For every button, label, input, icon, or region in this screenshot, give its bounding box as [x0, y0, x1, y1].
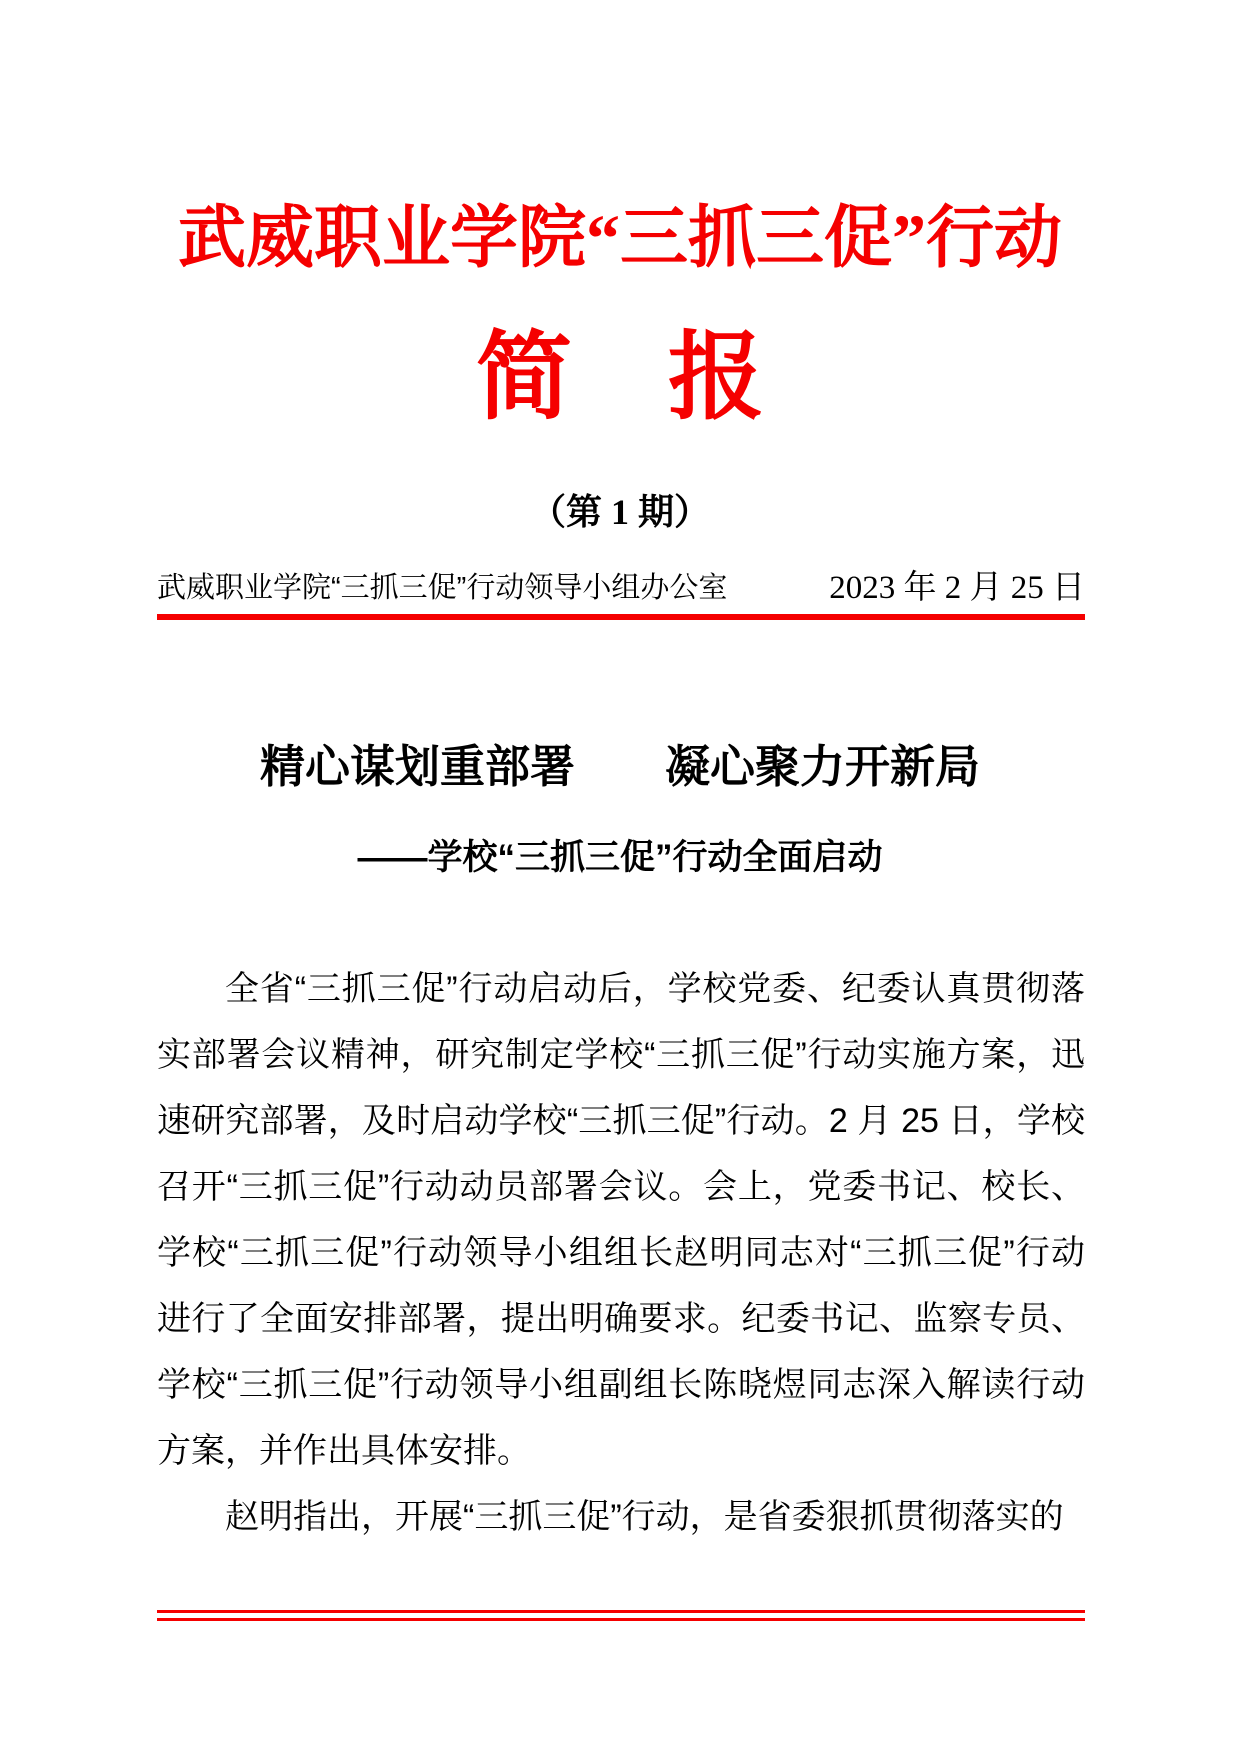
issuing-office: 武威职业学院“三抓三促”行动领导小组办公室	[157, 572, 728, 604]
issue-number: （第 1 期）	[529, 492, 710, 532]
masthead-info-row	[0, 570, 1240, 606]
body-paragraph: 全省“三抓三促”行动启动后，学校党委、纪委认真贯彻落实部署会议精神，研究制定学校“三抓三促”行动实施方案，迅速研究部署，及时启动学校“三抓三促”行动。2 月 25 日，学校召开“三抓三促”行动动员部署会议。会上，党委书记、校长、学校“三抓三促”行动领导小组组长赵明同志对“三抓三促”行动进行了全面安排部署，提出明确要求。纪委书记、监察专员、学校“三抓三促”行动领导小组副组长陈晓煜同志深入解读行动方案，并作出具体安排。	[157, 970, 1085, 1470]
article-headline: 精心谋划重部署 凝心聚力开新局	[259, 742, 980, 792]
article-body	[0, 956, 1240, 1550]
masthead-red-rule	[157, 614, 1085, 620]
masthead-bulletin-word: 简 报	[476, 324, 764, 431]
body-paragraph: 赵明指出，开展“三抓三促”行动，是省委狠抓贯彻落实的	[225, 1498, 1064, 1536]
issue-date: 2023 年 2 月 25 日	[829, 570, 1085, 606]
article-subheadline: ——学校“三抓三促”行动全面启动	[357, 838, 883, 877]
masthead-title: 武威职业学院“三抓三促”行动	[177, 200, 1062, 276]
footer-double-rule	[157, 1610, 1085, 1621]
